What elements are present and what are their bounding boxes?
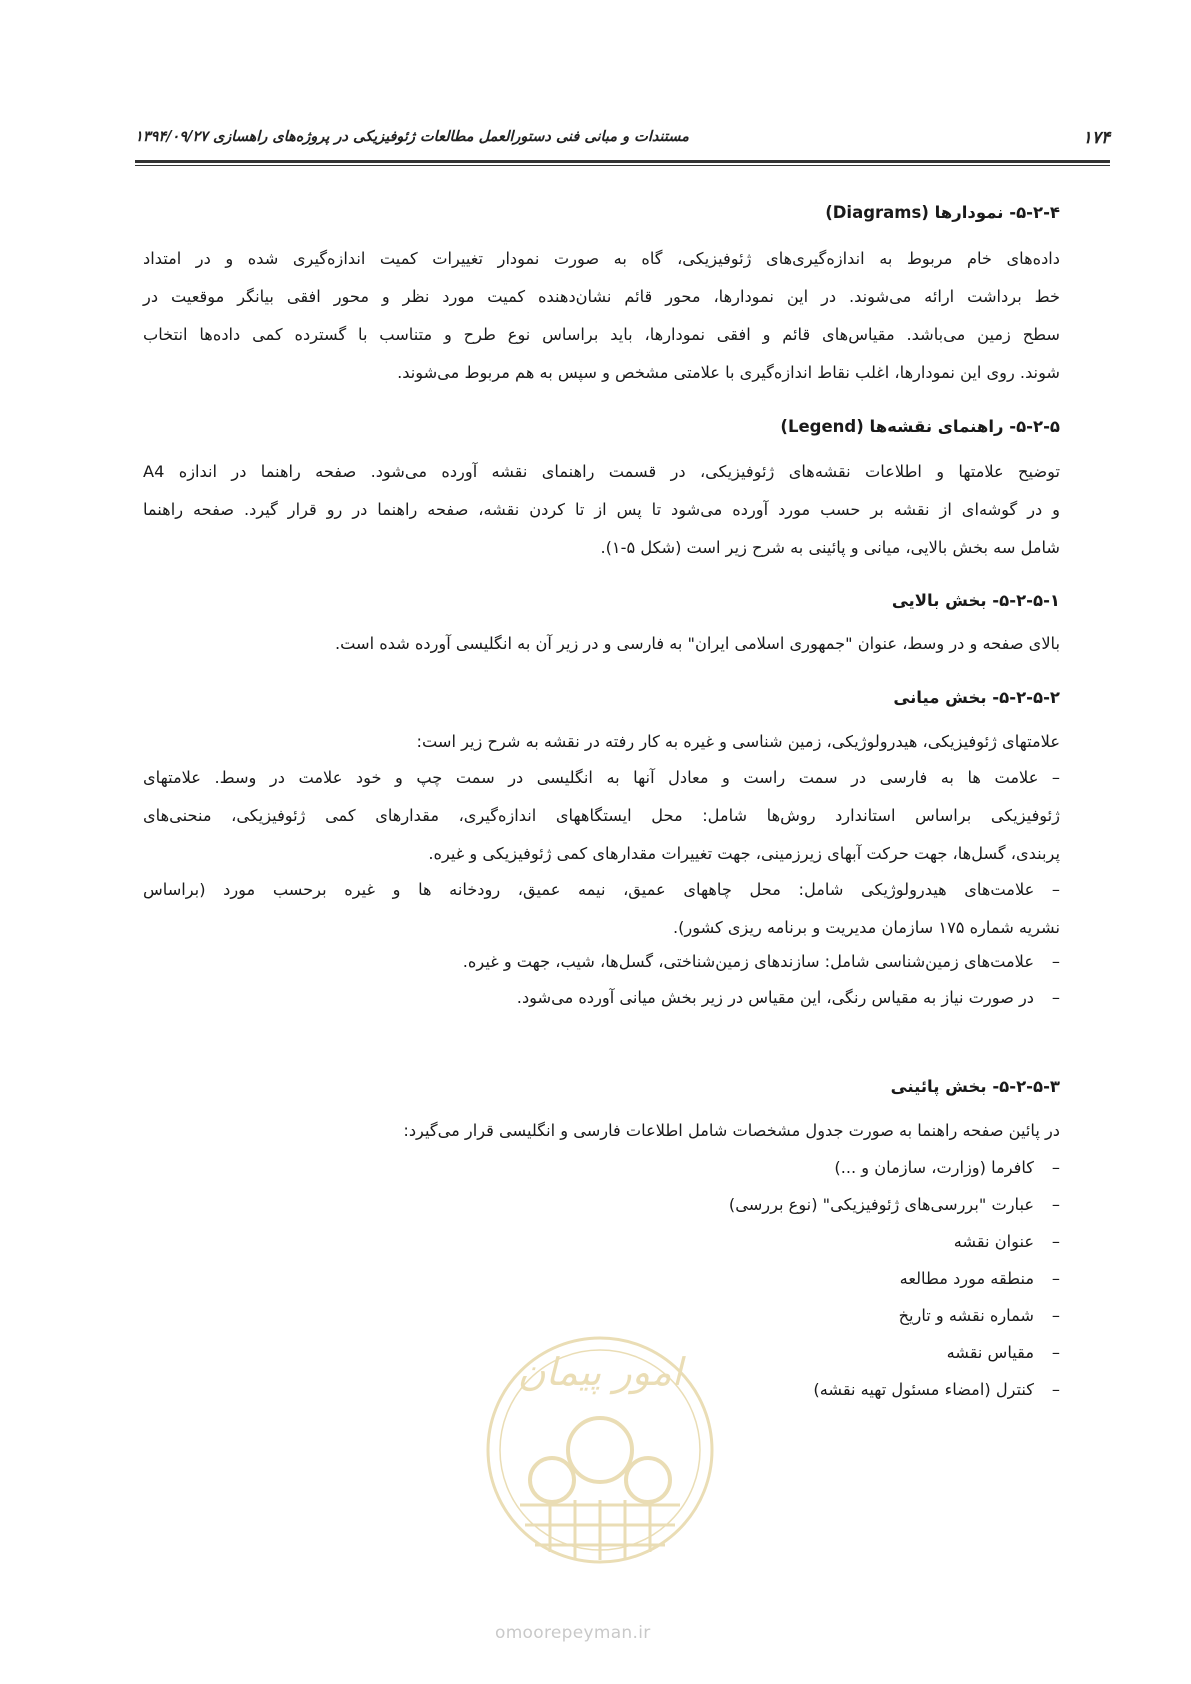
bullet-dash: – bbox=[1051, 988, 1060, 1007]
text-line: علامتهای ژئوفیزیکی، هیدرولوژیکی، زمین شناسی و غیره به کار رفته در نقشه به شرح زیر است: bbox=[416, 732, 1060, 751]
list-item-text: عنوان نقشه bbox=[953, 1232, 1034, 1251]
list-item-text: کنترل (امضاء مسئول تهیه نقشه) bbox=[813, 1380, 1034, 1399]
header-rule-thick bbox=[135, 160, 1110, 163]
list-item-text: علامت‌های زمین‌شناسی شامل: سازندهای زمین‌شناختی، گسل‌ها، شیب، جهت و غیره. bbox=[462, 952, 1034, 971]
text-line: شوند. روی این نمودارها، اغلب نقاط اندازه‌گیری با علامتی مشخص و سپس به هم مربوط می‌شوند. bbox=[397, 363, 1060, 382]
list-item bbox=[900, 1260, 1060, 1298]
running-title: مستندات و مبانی فنی دستورالعمل مطالعات ژئوفیزیکی در پروژه‌های راهسازی ۱۳۹۴/۰۹/۲۷ bbox=[135, 128, 689, 145]
bullet-block-hydrology bbox=[143, 871, 1060, 947]
svg-text:امور پیمان: امور پیمان bbox=[517, 1350, 683, 1394]
list-item bbox=[517, 979, 1060, 1017]
bullet-dash: – bbox=[1051, 1158, 1060, 1177]
bullet-dash: – bbox=[1051, 1195, 1060, 1214]
bullet-dash: – bbox=[1051, 1343, 1060, 1362]
list-item bbox=[463, 943, 1060, 981]
list-item-text: کافرما (وزارت، سازمان و ...) bbox=[834, 1158, 1034, 1177]
text-line: پربندی، گسل‌ها، جهت حرکت آبهای زیرزمینی، جهت تغییرات مقدارهای کمی ژئوفیزیکی و غیره. bbox=[428, 844, 1060, 863]
section-heading-diagrams: ۵-۲-۴- نمودارها (Diagrams) bbox=[825, 203, 1060, 222]
bullet-dash: – bbox=[1051, 1232, 1060, 1251]
list-item bbox=[729, 1186, 1060, 1224]
list-item-text: در صورت نیاز به مقیاس رنگی، این مقیاس در زیر بخش میانی آورده می‌شود. bbox=[516, 988, 1034, 1007]
paragraph-bottom-part bbox=[143, 1112, 1060, 1150]
bullet-dash: – bbox=[1051, 1269, 1060, 1288]
paragraph-diagrams bbox=[143, 240, 1060, 392]
page-header bbox=[135, 128, 1110, 148]
section-heading-legend: ۵-۲-۵- راهنمای نقشه‌ها (Legend) bbox=[780, 417, 1060, 436]
list-item bbox=[813, 1371, 1060, 1409]
page-number: ۱۷۴ bbox=[1082, 128, 1110, 148]
list-item bbox=[899, 1297, 1060, 1335]
text-line: توضیح علامتها و اطلاعات نقشه‌های ژئوفیزیکی، در قسمت راهنمای نقشه آورده می‌شود. صفحه راهنما در اندازه A4 bbox=[143, 462, 1060, 481]
text-line: در پائین صفحه راهنما به صورت جدول مشخصات شامل اطلاعات فارسی و انگلیسی قرار می‌گیرد: bbox=[403, 1121, 1060, 1140]
watermark-logo bbox=[480, 1290, 720, 1610]
text-line: و در گوشه‌ای از نقشه بر حسب مورد آورده می‌شود تا پس از تا کردن نقشه، صفحه راهنما در رو قرار گیرد. صفحه راهنما bbox=[143, 500, 1060, 519]
section-heading-top-part: ۵-۲-۵-۱- بخش بالایی bbox=[891, 591, 1060, 610]
text-line: خط برداشت ارائه می‌شوند. در این نمودارها، محور قائم نشان‌دهنده کمیت مورد نظر و محور افقی بیانگر موقعیت در bbox=[143, 287, 1060, 306]
paragraph-top-part bbox=[143, 625, 1060, 663]
text-line: – علامت ها به فارسی در سمت راست و معادل آنها به انگلیسی در سمت چپ و خود علامت در وسط. علامتهای bbox=[143, 768, 1060, 787]
bullet-dash: – bbox=[1051, 1380, 1060, 1399]
bullet-block-symbols bbox=[143, 759, 1060, 873]
list-item-text: مقیاس نقشه bbox=[946, 1343, 1034, 1362]
text-line: ژئوفیزیکی براساس استاندارد روش‌ها شامل: محل ایستگاههای اندازه‌گیری، مقدارهای کمی ژئوفیزیکی، منحنی‌های bbox=[143, 806, 1060, 825]
paragraph-middle-part bbox=[143, 723, 1060, 761]
bullet-dash: – bbox=[1051, 952, 1060, 971]
text-line: – علامت‌های هیدرولوژیکی شامل: محل چاههای عمیق، نیمه عمیق، رودخانه ها و غیره برحسب مورد (براساس bbox=[143, 880, 1060, 899]
bullet-dash: – bbox=[1051, 1306, 1060, 1325]
list-item-text: شماره نقشه و تاریخ bbox=[898, 1306, 1034, 1325]
text-line: بالای صفحه و در وسط، عنوان "جمهوری اسلامی ایران" به فارسی و در زیر آن به انگلیسی آورده شده است. bbox=[334, 634, 1060, 653]
list-item-text: عبارت "بررسی‌های ژئوفیزیکی" (نوع بررسی) bbox=[728, 1195, 1034, 1214]
list-item-text: منطقه مورد مطالعه bbox=[899, 1269, 1034, 1288]
list-item bbox=[834, 1149, 1060, 1187]
section-heading-bottom-part: ۵-۲-۵-۳- بخش پائینی bbox=[890, 1077, 1060, 1096]
paragraph-legend bbox=[143, 453, 1060, 567]
header-rule-thin bbox=[135, 165, 1110, 166]
list-item bbox=[947, 1334, 1060, 1372]
list-item bbox=[954, 1223, 1060, 1261]
text-line: شامل سه بخش بالایی، میانی و پائینی به شرح زیر است (شکل ۵-۱). bbox=[600, 538, 1060, 557]
text-line: نشریه شماره ۱۷۵ سازمان مدیریت و برنامه ریزی کشور). bbox=[672, 918, 1060, 937]
text-line: سطح زمین می‌باشد. مقیاس‌های قائم و افقی نمودارها، باید براساس نوع طرح و متناسب با گسترده کمی داده‌ها انتخاب bbox=[143, 325, 1060, 344]
text-line: داده‌های خام مربوط به اندازه‌گیری‌های ژئوفیزیکی، گاه به صورت نمودار تغییرات کمیت اندازه‌گیری شده و در امتداد bbox=[143, 249, 1060, 268]
watermark-site: omoorepeyman.ir bbox=[495, 1623, 651, 1643]
section-heading-middle-part: ۵-۲-۵-۲- بخش میانی bbox=[893, 688, 1060, 707]
